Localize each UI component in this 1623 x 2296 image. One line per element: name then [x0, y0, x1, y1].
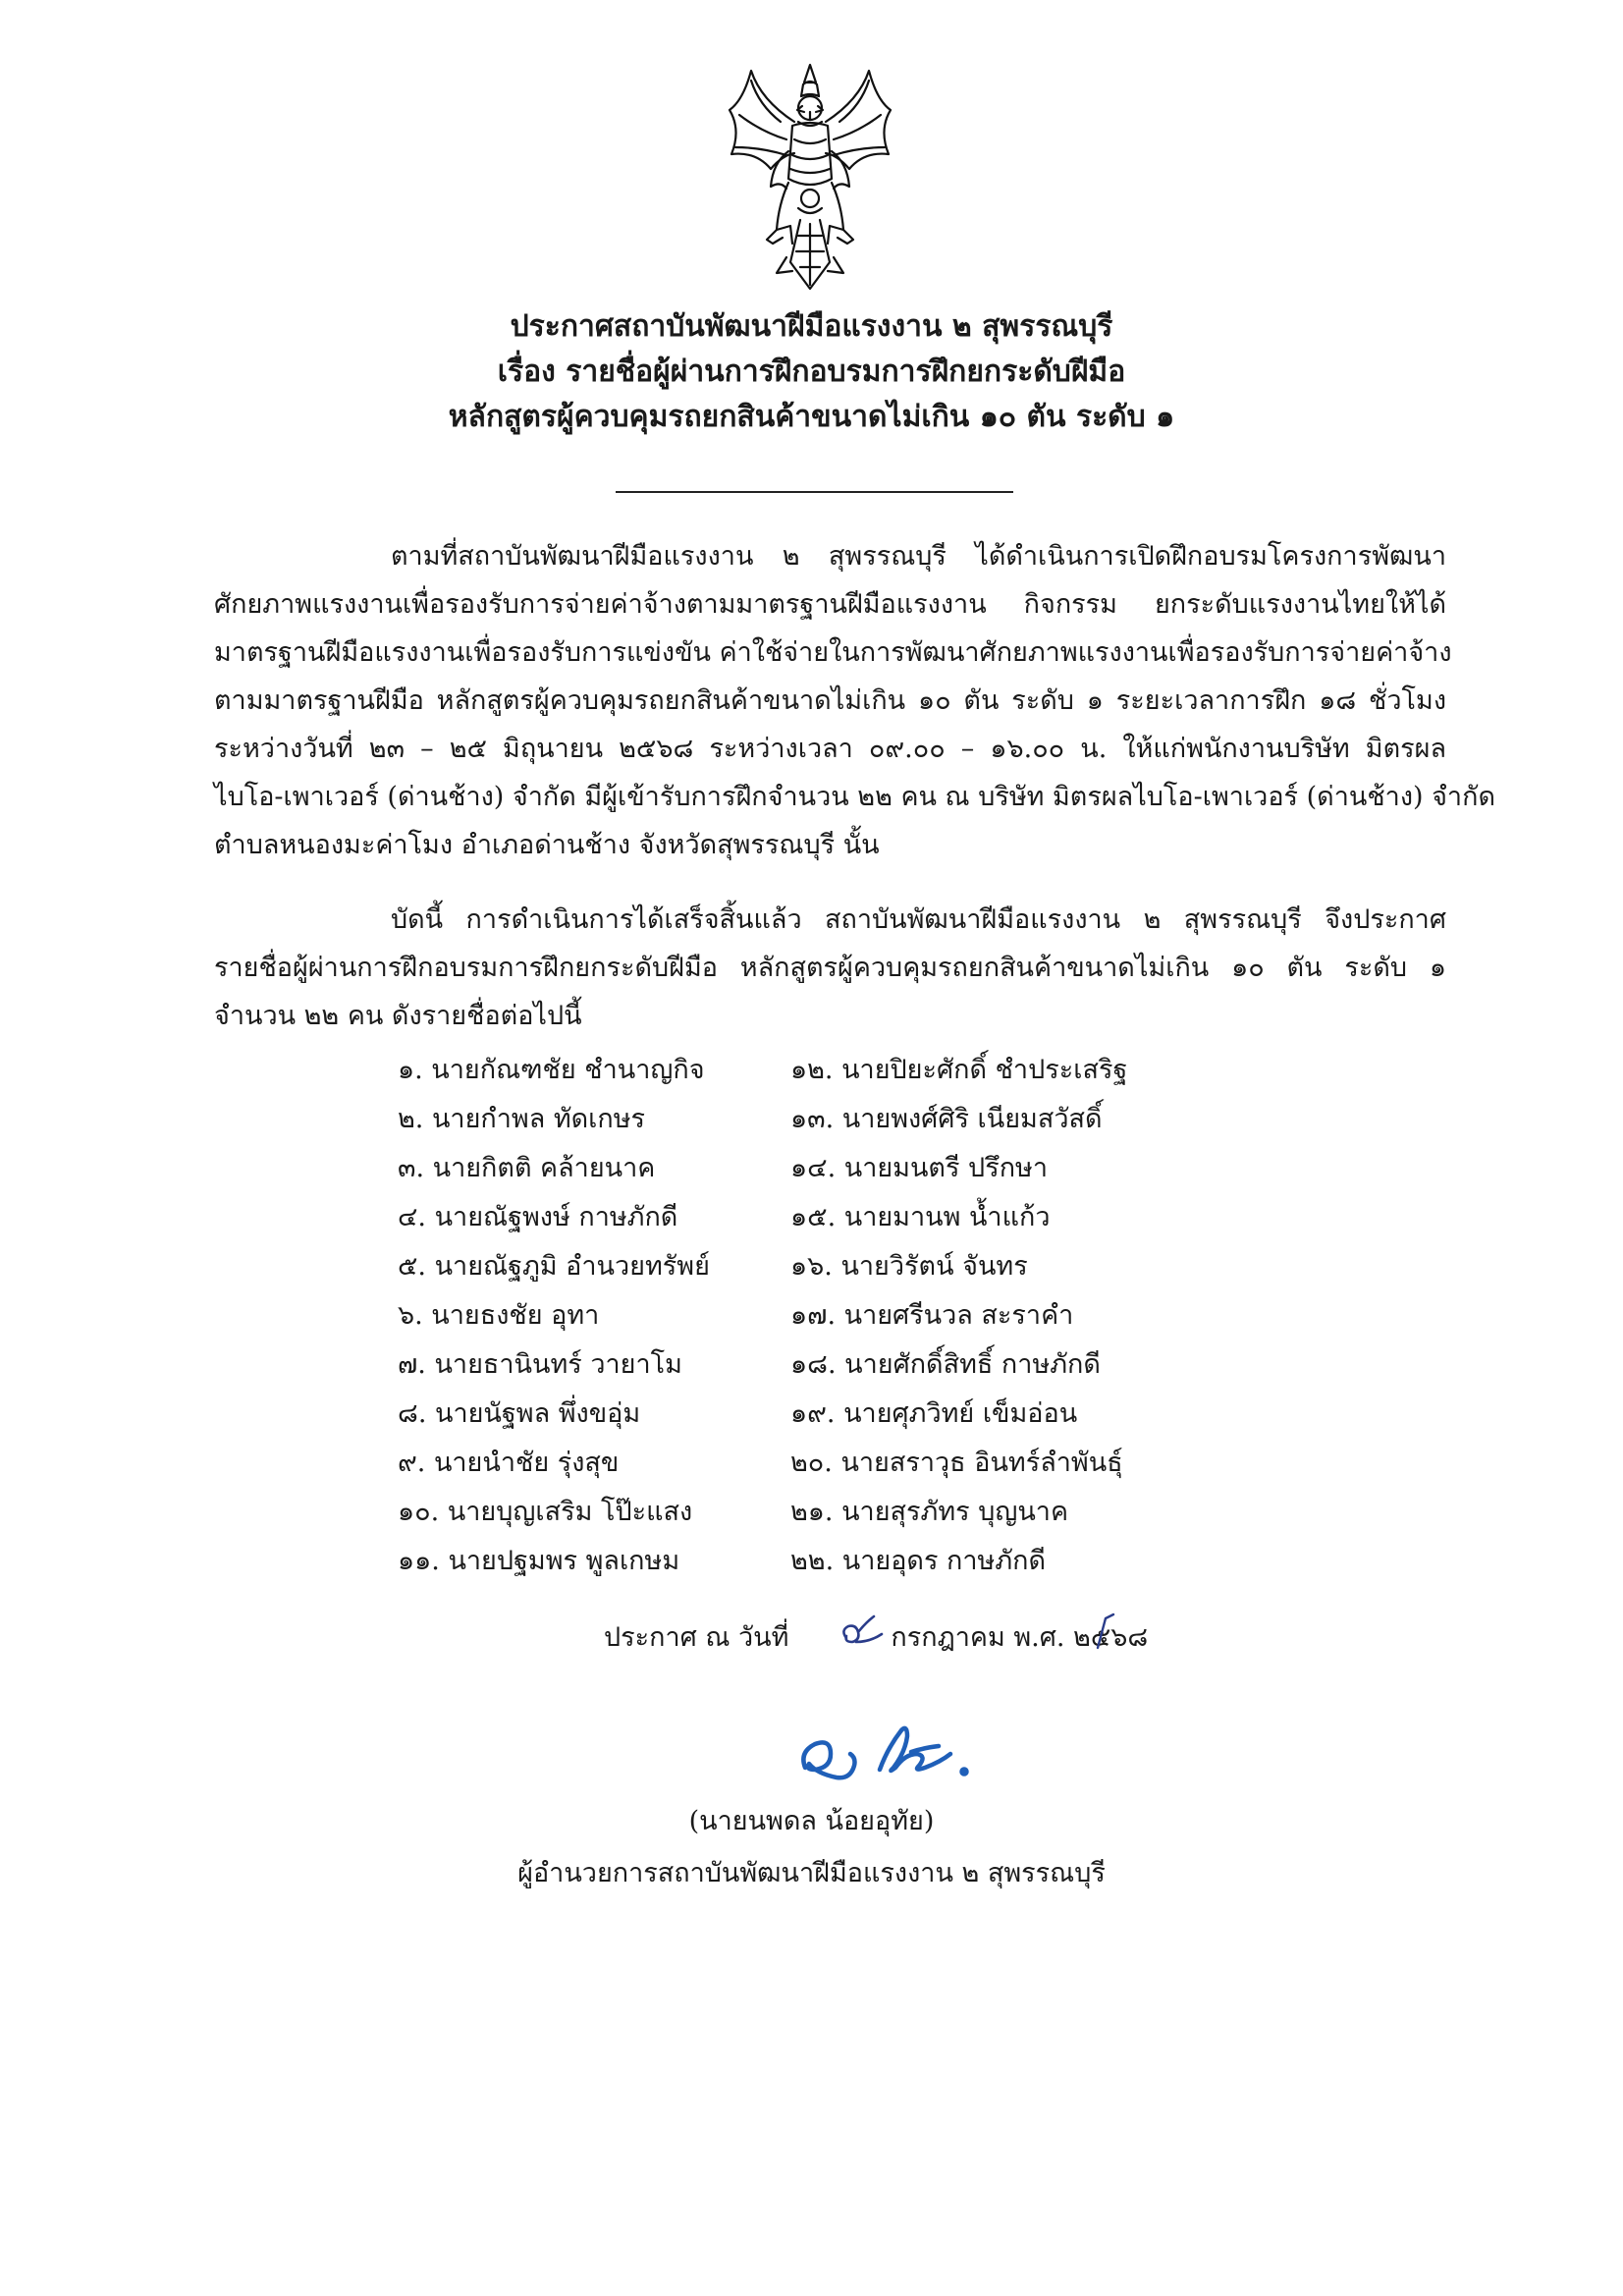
name-right: ๑๙. นายศุภวิทย์ เข็มอ่อน — [790, 1398, 1078, 1429]
list-item — [398, 1242, 1281, 1291]
paragraph-line: ไบโอ-เพาเวอร์ (ด่านช้าง) จำกัด มีผู้เข้ารับการฝึกจำนวน ๒๒ คน ณ บริษัท มิตรผลไบโอ-เพาเวอร์ (ด่านช้าง) จำกัด — [214, 782, 1495, 812]
list-item — [398, 1144, 1281, 1193]
title-line-1: ประกาศสถาบันพัฒนาฝีมือแรงงาน ๒ สุพรรณบุรี — [510, 309, 1113, 344]
name-left: ๕. นายณัฐภูมิ อำนวยทรัพย์ — [398, 1251, 710, 1282]
name-left: ๑๐. นายบุญเสริม โป๊ะแสง — [398, 1497, 693, 1527]
name-right: ๒๒. นายอุดร กาษภักดี — [790, 1546, 1047, 1576]
handwritten-day — [827, 1613, 890, 1650]
date-prefix: ประกาศ ณ วันที่ — [604, 1622, 789, 1653]
name-left: ๗. นายธานินทร์ วายาโม — [398, 1349, 682, 1380]
garuda-emblem-icon — [722, 61, 898, 297]
list-item — [398, 1390, 1281, 1439]
paragraph-line: จำนวน ๒๒ คน ดังรายชื่อต่อไปนี้ — [214, 1001, 582, 1031]
list-item — [398, 1291, 1281, 1340]
paragraph-line: บัดนี้ การดำเนินการได้เสร็จสิ้นแล้ว สถาบันพัฒนาฝีมือแรงงาน ๒ สุพรรณบุรี จึงประกาศ — [391, 904, 1446, 935]
year-correction-mark — [1090, 1613, 1119, 1652]
announcement-title — [0, 304, 1623, 440]
signatory-name: (นายนพดล น้อยอุทัย) — [688, 1806, 935, 1836]
title-line-2: เรื่อง รายชื่อผู้ผ่านการฝึกอบรมการฝึกยกระดับฝีมือ — [497, 355, 1126, 389]
name-left: ๓. นายกิตติ คล้ายนาค — [398, 1153, 656, 1183]
handwritten-signature — [785, 1709, 1021, 1797]
name-left: ๔. นายณัฐพงษ์ กาษภักดี — [398, 1202, 678, 1232]
signatory-position: ผู้อำนวยการสถาบันพัฒนาฝีมือแรงงาน ๒ สุพรรณบุรี — [517, 1858, 1106, 1888]
list-item — [398, 1340, 1281, 1390]
title-line-3: หลักสูตรผู้ควบคุมรถยกสินค้าขนาดไม่เกิน ๑๐ ตัน ระดับ ๑ — [448, 400, 1175, 434]
name-right: ๒๐. นายสราวุธ อินทร์ลำพันธุ์ — [790, 1448, 1123, 1478]
paragraph-line: ตามมาตรฐานฝีมือ หลักสูตรผู้ควบคุมรถยกสินค้าขนาดไม่เกิน ๑๐ ตัน ระดับ ๑ ระยะเวลาการฝึก ๑๘ ชั่วโมง — [214, 685, 1446, 716]
name-left: ๙. นายนำชัย รุ่งสุข — [398, 1448, 620, 1478]
list-item — [398, 1095, 1281, 1144]
paragraph-2 — [214, 896, 1446, 1040]
name-right: ๑๕. นายมานพ น้ำแก้ว — [790, 1202, 1051, 1232]
paragraph-1 — [214, 532, 1495, 869]
name-left: ๒. นายกำพล ทัดเกษร — [398, 1104, 646, 1134]
paragraph-line: ตำบลหนองมะค่าโมง อำเภอด่านช้าง จังหวัดสุพรรณบุรี นั้น — [214, 830, 880, 860]
list-item — [398, 1537, 1281, 1586]
paragraph-line: รายชื่อผู้ผ่านการฝึกอบรมการฝึกยกระดับฝีมือ หลักสูตรผู้ควบคุมรถยกสินค้าขนาดไม่เกิน ๑๐ ตัน ระดับ ๑ — [214, 953, 1446, 983]
paragraph-line: ระหว่างวันที่ ๒๓ – ๒๕ มิถุนายน ๒๕๖๘ ระหว่างเวลา ๐๙.๐๐ – ๑๖.๐๐ น. ให้แก่พนักงานบริษัท มิตรผล — [214, 734, 1446, 764]
list-item — [398, 1193, 1281, 1242]
date-month-year: กรกฎาคม พ.ศ. ๒๕๖๘ — [891, 1622, 1149, 1653]
list-item — [398, 1488, 1281, 1537]
name-right: ๑๖. นายวิรัตน์ จันทร — [790, 1251, 1028, 1282]
list-item — [398, 1046, 1281, 1095]
name-right: ๒๑. นายสุรภัทร บุญนาค — [790, 1497, 1069, 1527]
name-left: ๑๑. นายปฐมพร พูลเกษม — [398, 1546, 680, 1576]
name-left: ๖. นายธงชัย อุทา — [398, 1300, 600, 1331]
name-right: ๑๒. นายปิยะศักดิ์ ชำประเสริฐ — [790, 1055, 1128, 1085]
name-left: ๑. นายกัณฑชัย ชำนาญกิจ — [398, 1055, 705, 1085]
trainee-name-list — [398, 1046, 1281, 1586]
name-right: ๑๔. นายมนตรี ปรึกษา — [790, 1153, 1048, 1183]
title-divider — [616, 491, 1013, 493]
name-right: ๑๘. นายศักดิ์สิทธิ์ กาษภักดี — [790, 1349, 1101, 1380]
name-left: ๘. นายนัฐพล พึ่งขอุ่ม — [398, 1398, 641, 1429]
list-item — [398, 1439, 1281, 1488]
paragraph-line: มาตรฐานฝีมือแรงงานเพื่อรองรับการแข่งขัน ค่าใช้จ่ายในการพัฒนาศักยภาพแรงงานเพื่อรองรับการจ่ายค่าจ้าง — [214, 637, 1452, 668]
name-right: ๑๓. นายพงศ์ศิริ เนียมสวัสดิ์ — [790, 1104, 1103, 1134]
paragraph-line: ศักยภาพแรงงานเพื่อรองรับการจ่ายค่าจ้างตามมาตรฐานฝีมือแรงงาน กิจกรรม ยกระดับแรงงานไทยให้ได้ — [214, 589, 1446, 620]
paragraph-line: ตามที่สถาบันพัฒนาฝีมือแรงงาน ๒ สุพรรณบุรี ได้ดำเนินการเปิดฝึกอบรมโครงการพัฒนา — [391, 541, 1446, 572]
name-right: ๑๗. นายศรีนวล สะราคำ — [790, 1300, 1074, 1331]
